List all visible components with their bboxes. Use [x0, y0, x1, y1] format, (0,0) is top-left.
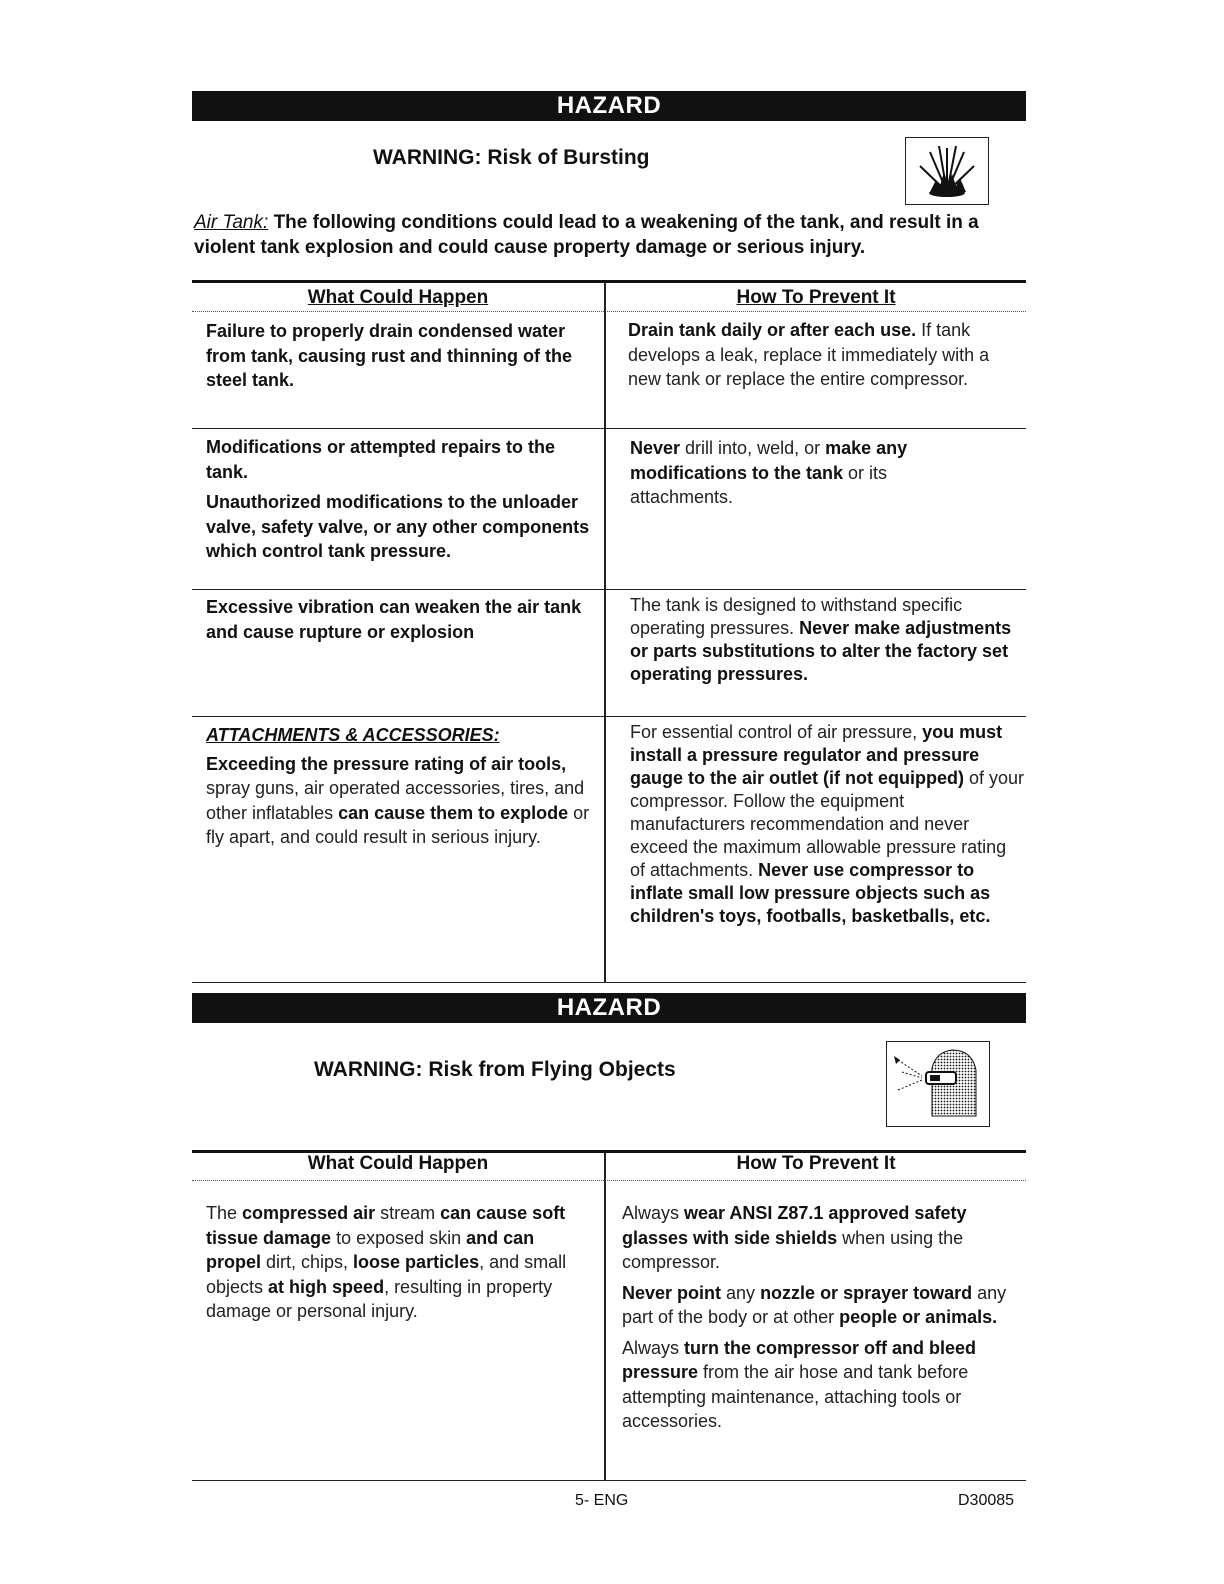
text-run: The — [206, 1203, 243, 1223]
air-tank-intro — [194, 210, 1034, 260]
page-number: 5- ENG — [575, 1492, 629, 1509]
table2-header-how-to-prevent: How To Prevent It — [736, 1153, 896, 1174]
text-run: For essential control of air pressure, — [630, 722, 923, 742]
bold-text-run: Excessive vibration can weaken the air tank and cause rupture or explosion — [206, 597, 582, 642]
table2-header-what-could-happen: What Could Happen — [307, 1153, 489, 1174]
paragraph — [630, 721, 1024, 928]
bold-text-run: Unauthorized modifications to the unloader valve, safety valve, or any other components which control tank pressure. — [206, 492, 590, 561]
table1-column-divider — [604, 282, 606, 982]
t2-row1-happen — [206, 1201, 591, 1324]
attachments-heading: ATTACHMENTS & ACCESSORIES: — [206, 725, 500, 745]
t1-row3-prevent — [630, 594, 1024, 686]
bold-text-run: can cause them to explode — [338, 802, 569, 823]
table1-row-rule-1 — [192, 428, 1026, 429]
text-run: The tank is designed to withstand specific operating pressures. — [630, 595, 963, 638]
table1-row-rule-3 — [192, 716, 1026, 717]
safety-goggles-icon — [886, 1041, 990, 1127]
table1-header-how-to-prevent: How To Prevent It — [736, 287, 896, 308]
paragraph — [206, 490, 596, 564]
bold-text-run: people or animals. — [839, 1307, 998, 1327]
bold-text-run: turn the compressor off and bleed pressure — [622, 1337, 977, 1382]
warning-title-bursting: WARNING: Risk of Bursting — [373, 146, 650, 169]
bold-text-run: nozzle or sprayer toward — [760, 1282, 973, 1303]
paragraph — [622, 1336, 1026, 1434]
hazard-banner-2: HAZARD — [192, 993, 1026, 1023]
text-run: from the air hose and tank before attempting maintenance, attaching tools or accessories. — [622, 1362, 969, 1431]
paragraph — [622, 1201, 1026, 1275]
text-run: , and small objects — [206, 1252, 567, 1297]
text-run: of your compressor. Follow the equipment manufacturers recommendation and never exceed the maximum allowable pressure rating of attachments. — [630, 768, 1025, 880]
text-run: drill into, weld, or — [680, 438, 826, 458]
bold-text-run: Never — [630, 438, 681, 458]
bold-text-run: and can propel — [206, 1227, 535, 1272]
text-run: any part of the body or at other — [622, 1282, 1007, 1327]
bold-text-run: Never point — [622, 1282, 722, 1303]
document-code: D30085 — [958, 1492, 1015, 1509]
bold-text-run: wear ANSI Z87.1 approved safety glasses with side shields — [622, 1203, 967, 1248]
air-tank-intro-text: The following conditions could lead to a weakening of the tank, and result in a violent tank explosion and could cause property damage or serious injury. — [194, 212, 979, 258]
table1-top-rule — [192, 280, 1026, 283]
explosion-icon — [905, 137, 989, 205]
t1-row4-happen — [206, 723, 596, 850]
bold-text-run: Failure to properly drain condensed water from tank, causing rust and thinning of the steel tank. — [206, 321, 573, 390]
bold-text-run: you must install a pressure regulator and pressure gauge to the air outlet (if not equipped) — [630, 722, 1003, 788]
table1-row-rule-2 — [192, 589, 1026, 590]
t2-row1-prevent — [622, 1201, 1026, 1434]
paragraph — [206, 1201, 591, 1324]
paragraph — [630, 436, 980, 510]
t1-row4-prevent — [630, 721, 1024, 928]
t1-row1-happen — [206, 319, 596, 393]
t1-row1-prevent — [628, 318, 1018, 392]
paragraph — [206, 319, 596, 393]
paragraph — [630, 594, 1024, 686]
t1-row4-happen-body — [206, 752, 596, 850]
bold-text-run: Modifications or attempted repairs to the tank. — [206, 437, 556, 482]
bold-text-run: can cause soft tissue damage — [206, 1203, 566, 1248]
bold-text-run: at high speed — [268, 1276, 385, 1297]
text-run: to exposed skin — [331, 1227, 467, 1248]
text-run: any — [721, 1282, 761, 1303]
text-run: when using the compressor. — [622, 1227, 964, 1272]
text-run: Always — [622, 1203, 685, 1223]
t1-row2-prevent — [630, 436, 980, 510]
text-run: stream — [375, 1203, 441, 1223]
paragraph — [206, 435, 596, 484]
warning-title-flying-objects: WARNING: Risk from Flying Objects — [314, 1058, 676, 1081]
text-run: dirt, chips, — [261, 1252, 354, 1272]
bold-text-run: Never make adjustments or parts substitutions to alter the factory set operating pressures. — [630, 618, 1012, 684]
table2-header-rule — [192, 1180, 1026, 1181]
bold-text-run: loose particles — [353, 1252, 480, 1272]
hazard-banner-1: HAZARD — [192, 91, 1026, 121]
bold-text-run: Never use compressor to inflate small low pressure objects such as children's toys, footballs, basketballs, etc. — [630, 860, 991, 926]
text-run: spray guns, air operated accessories, tires, and other inflatables — [206, 778, 585, 823]
text-run: If tank develops a leak, replace it immediately with a new tank or replace the entire compressor. — [628, 320, 990, 389]
table1-header-rule — [192, 311, 1026, 312]
text-run: Always — [622, 1337, 685, 1358]
paragraph — [622, 1281, 1026, 1330]
table1-bottom-rule — [192, 982, 1026, 983]
paragraph — [206, 595, 586, 644]
paragraph — [628, 318, 1018, 392]
table2-column-divider — [604, 1152, 606, 1480]
bold-text-run: Exceeding the pressure rating of air tools, — [206, 753, 567, 774]
text-run: , resulting in property damage or personal injury. — [206, 1276, 553, 1321]
bold-text-run: make any modifications to the tank — [630, 438, 908, 483]
air-tank-label: Air Tank: — [194, 212, 269, 233]
bold-text-run: Drain tank daily or after each use. — [628, 320, 917, 340]
text-run: or its attachments. — [630, 462, 888, 507]
t1-row3-happen — [206, 595, 586, 644]
table2-bottom-rule — [192, 1480, 1026, 1481]
t1-row2-happen — [206, 435, 596, 564]
bold-text-run: compressed air — [242, 1203, 376, 1223]
table1-header-what-could-happen: What Could Happen — [307, 287, 489, 308]
text-run: or fly apart, and could result in serious injury. — [206, 802, 590, 847]
paragraph — [206, 752, 596, 850]
